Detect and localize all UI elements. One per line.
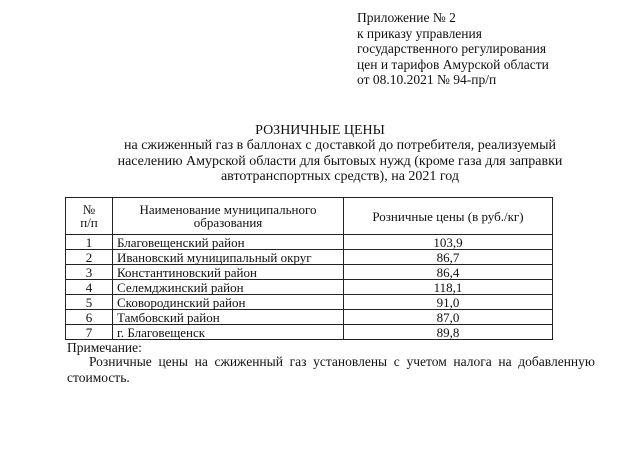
row-municipality: Тамбовский район [113,310,344,325]
row-price: 86,7 [344,250,553,265]
table-header-row [66,198,553,235]
row-municipality: Сковородинский район [113,295,344,310]
document-title: РОЗНИЧНЫЕ ЦЕНЫ [255,123,385,138]
row-price: 87,0 [344,310,553,325]
appendix-line: от 08.10.2021 № 94-пр/п [357,72,497,87]
table-row [66,295,553,310]
row-number: 2 [66,250,113,265]
header-municipality [113,198,344,235]
header-number-line1: № [82,202,96,217]
appendix-line: к приказу управления [357,25,482,41]
row-number: 1 [66,235,113,250]
row-municipality: Константиновский район [113,265,344,280]
note-heading: Примечание: [67,340,142,355]
appendix-line: Приложение № 2 [357,10,456,25]
row-number: 7 [66,325,113,340]
row-price: 118,1 [344,280,553,295]
table-row [66,325,553,340]
row-number: 6 [66,310,113,325]
header-municipality-line2: образования [193,215,263,230]
note-text: Розничные цены на сжиженный газ установлены с учетом налога на добавленную стоимость. [67,354,595,385]
document-subtitle [60,138,620,185]
row-price: 103,9 [344,235,553,250]
row-number: 5 [66,295,113,310]
appendix-line: государственного регулирования [357,41,547,56]
row-price: 89,8 [344,325,553,340]
table-row [66,265,553,280]
header-price: Розничные цены (в руб./кг) [344,198,553,235]
subtitle-line: на сжиженный газ в баллонах с доставкой до потребителя, реализуемый [123,138,557,153]
prices-table [65,197,553,340]
appendix-line: цен и тарифов Амурской области [357,56,549,72]
table-row [66,235,553,250]
header-municipality-line1: Наименование муниципального [139,202,317,217]
row-municipality: Ивановский муниципальный округ [113,250,344,265]
header-number-line2: п/п [80,215,98,230]
row-price: 91,0 [344,295,553,310]
row-number: 4 [66,280,113,295]
row-municipality: Селемджинский район [113,280,344,295]
row-municipality: г. Благовещенск [113,325,344,340]
row-municipality: Благовещенский район [113,235,344,250]
appendix-block [357,10,549,88]
row-price: 86,4 [344,265,553,280]
table-row [66,310,553,325]
table-row [66,280,553,295]
subtitle-line: автотранспортных средств), на 2021 год [220,169,460,184]
header-number [66,198,113,235]
subtitle-line: населению Амурской области для бытовых нужд (кроме газа для заправки [117,153,563,169]
row-number: 3 [66,265,113,280]
table-row [66,250,553,265]
